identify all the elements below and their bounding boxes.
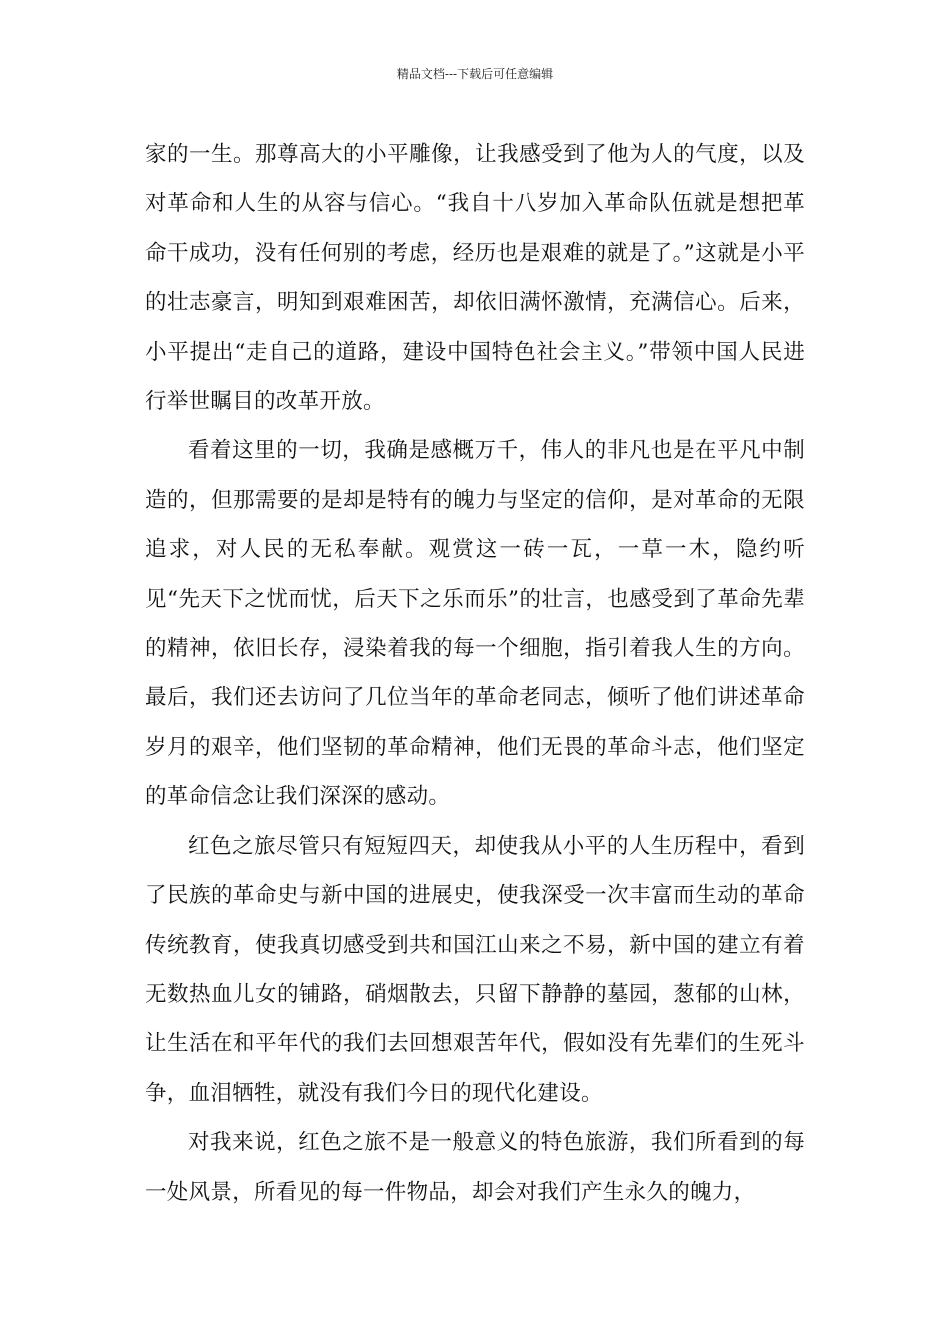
paragraph-4: 对我来说，红色之旅不是一般意义的特色旅游，我们所看到的每一处风景，所看见的每一件物品，却会对我们产生永久的魄力， (145, 1130, 805, 1205)
page-header: 精品文档---下载后可任意编辑 (396, 67, 554, 81)
document-body (145, 130, 805, 1217)
paragraph-3: 红色之旅尽管只有短短四天，却使我从小平的人生历程中，看到了民族的革命史与新中国的进展史，使我深受一次丰富而生动的革命传统教育，使我真切感受到共和国江山来之不易，新中国的建立有着无数热血儿女的铺路，硝烟散去，只留下静静的墓园，葱郁的山林，让生活在和平年代的我们去回想艰苦年代，假如没有先辈们的生死斗争，血泪牺牲，就没有我们今日的现代化建设。 (145, 833, 805, 1106)
paragraph-1: 家的一生。那尊高大的小平雕像，让我感受到了他为人的气度，以及对革命和人生的从容与信心。“我自十八岁加入革命队伍就是想把革命干成功，没有任何别的考虑，经历也是艰难的就是了。”这就是小平的壮志豪言，明知到艰难困苦，却依旧满怀激情，充满信心。后来，小平提出“走自己的道路，建设中国特色社会主义。”带领中国人民进行举世瞩目的改革开放。 (145, 142, 805, 415)
paragraph-2: 看着这里的一切，我确是感概万千，伟人的非凡也是在平凡中制造的，但那需要的是却是特有的魄力与坚定的信仰，是对革命的无限追求，对人民的无私奉献。观赏这一砖一瓦，一草一木，隐约听见“先天下之忧而忧，后天下之乐而乐”的壮言，也感受到了革命先辈的精神，依旧长存，浸染着我的每一个细胞，指引着我人生的方向。最后，我们还去访问了几位当年的革命老同志，倾听了他们讲述革命岁月的艰辛，他们坚韧的革命精神，他们无畏的革命斗志，他们坚定的革命信念让我们深深的感动。 (145, 438, 805, 810)
